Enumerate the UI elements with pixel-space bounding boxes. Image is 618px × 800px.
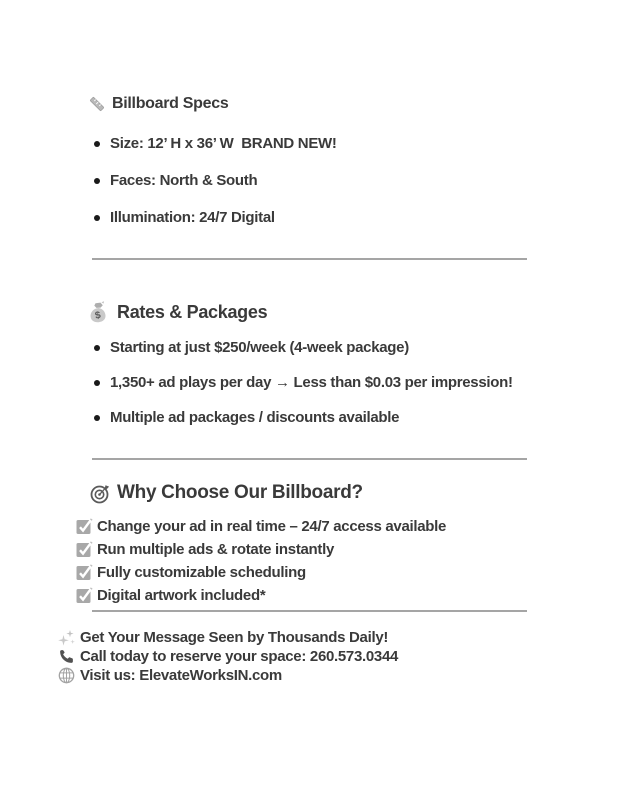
- checklist-item: [76, 517, 527, 537]
- sparkles-icon: [58, 629, 75, 647]
- contact-line: [58, 666, 527, 685]
- list-item: Faces: North & South: [92, 171, 527, 191]
- section-heading-why-choose: [90, 479, 527, 507]
- list-item: Illumination: 24/7 Digital: [92, 208, 527, 228]
- section-title: Billboard Specs: [112, 95, 229, 112]
- divider: [92, 258, 527, 260]
- checklist-item: [76, 563, 527, 583]
- checkbox-checked-icon: [76, 587, 93, 609]
- list-item: Multiple ad packages / discounts available: [92, 408, 527, 428]
- ruler-icon: [88, 95, 106, 113]
- list-item: Starting at just $250/week (4-week package): [92, 338, 527, 358]
- money-bag-icon: [88, 301, 108, 324]
- section-heading-billboard-specs: [88, 92, 527, 116]
- checklist-label: Digital artwork included*: [97, 587, 266, 604]
- rates-bullet-list: [92, 338, 527, 428]
- checkbox-checked-icon: [76, 518, 93, 540]
- section-title: Why Choose Our Billboard?: [117, 482, 363, 503]
- svg-text:$: $: [94, 309, 102, 322]
- checklist-item: [76, 540, 527, 560]
- globe-icon: [58, 667, 75, 684]
- checklist-item: [76, 586, 527, 606]
- contact-text: Get Your Message Seen by Thousands Daily!: [80, 629, 389, 646]
- why-checklist: [76, 517, 527, 606]
- divider: [92, 610, 527, 612]
- checklist-label: Run multiple ads & rotate instantly: [97, 541, 335, 558]
- list-item: Size: 12’ H x 36’ W BRAND NEW!: [92, 134, 527, 154]
- checkbox-checked-icon: [76, 564, 93, 586]
- section-heading-rates-packages: [88, 298, 527, 326]
- checklist-label: Fully customizable scheduling: [97, 564, 306, 581]
- phone-icon: [58, 648, 75, 665]
- contact-line: [58, 628, 527, 647]
- contact-line: [58, 647, 527, 666]
- target-icon: [90, 483, 111, 504]
- section-title: Rates & Packages: [117, 302, 268, 322]
- divider: [92, 458, 527, 460]
- checkbox-checked-icon: [76, 541, 93, 563]
- checklist-label: Change your ad in real time – 24/7 access available: [97, 518, 447, 535]
- list-item: 1,350+ ad plays per day → Less than $0.03 per impression!: [92, 373, 527, 393]
- contact-text: Visit us: ElevateWorksIN.com: [80, 667, 282, 684]
- contact-block: [58, 628, 527, 685]
- specs-bullet-list: [92, 134, 527, 228]
- contact-text: Call today to reserve your space: 260.573.0344: [80, 648, 399, 665]
